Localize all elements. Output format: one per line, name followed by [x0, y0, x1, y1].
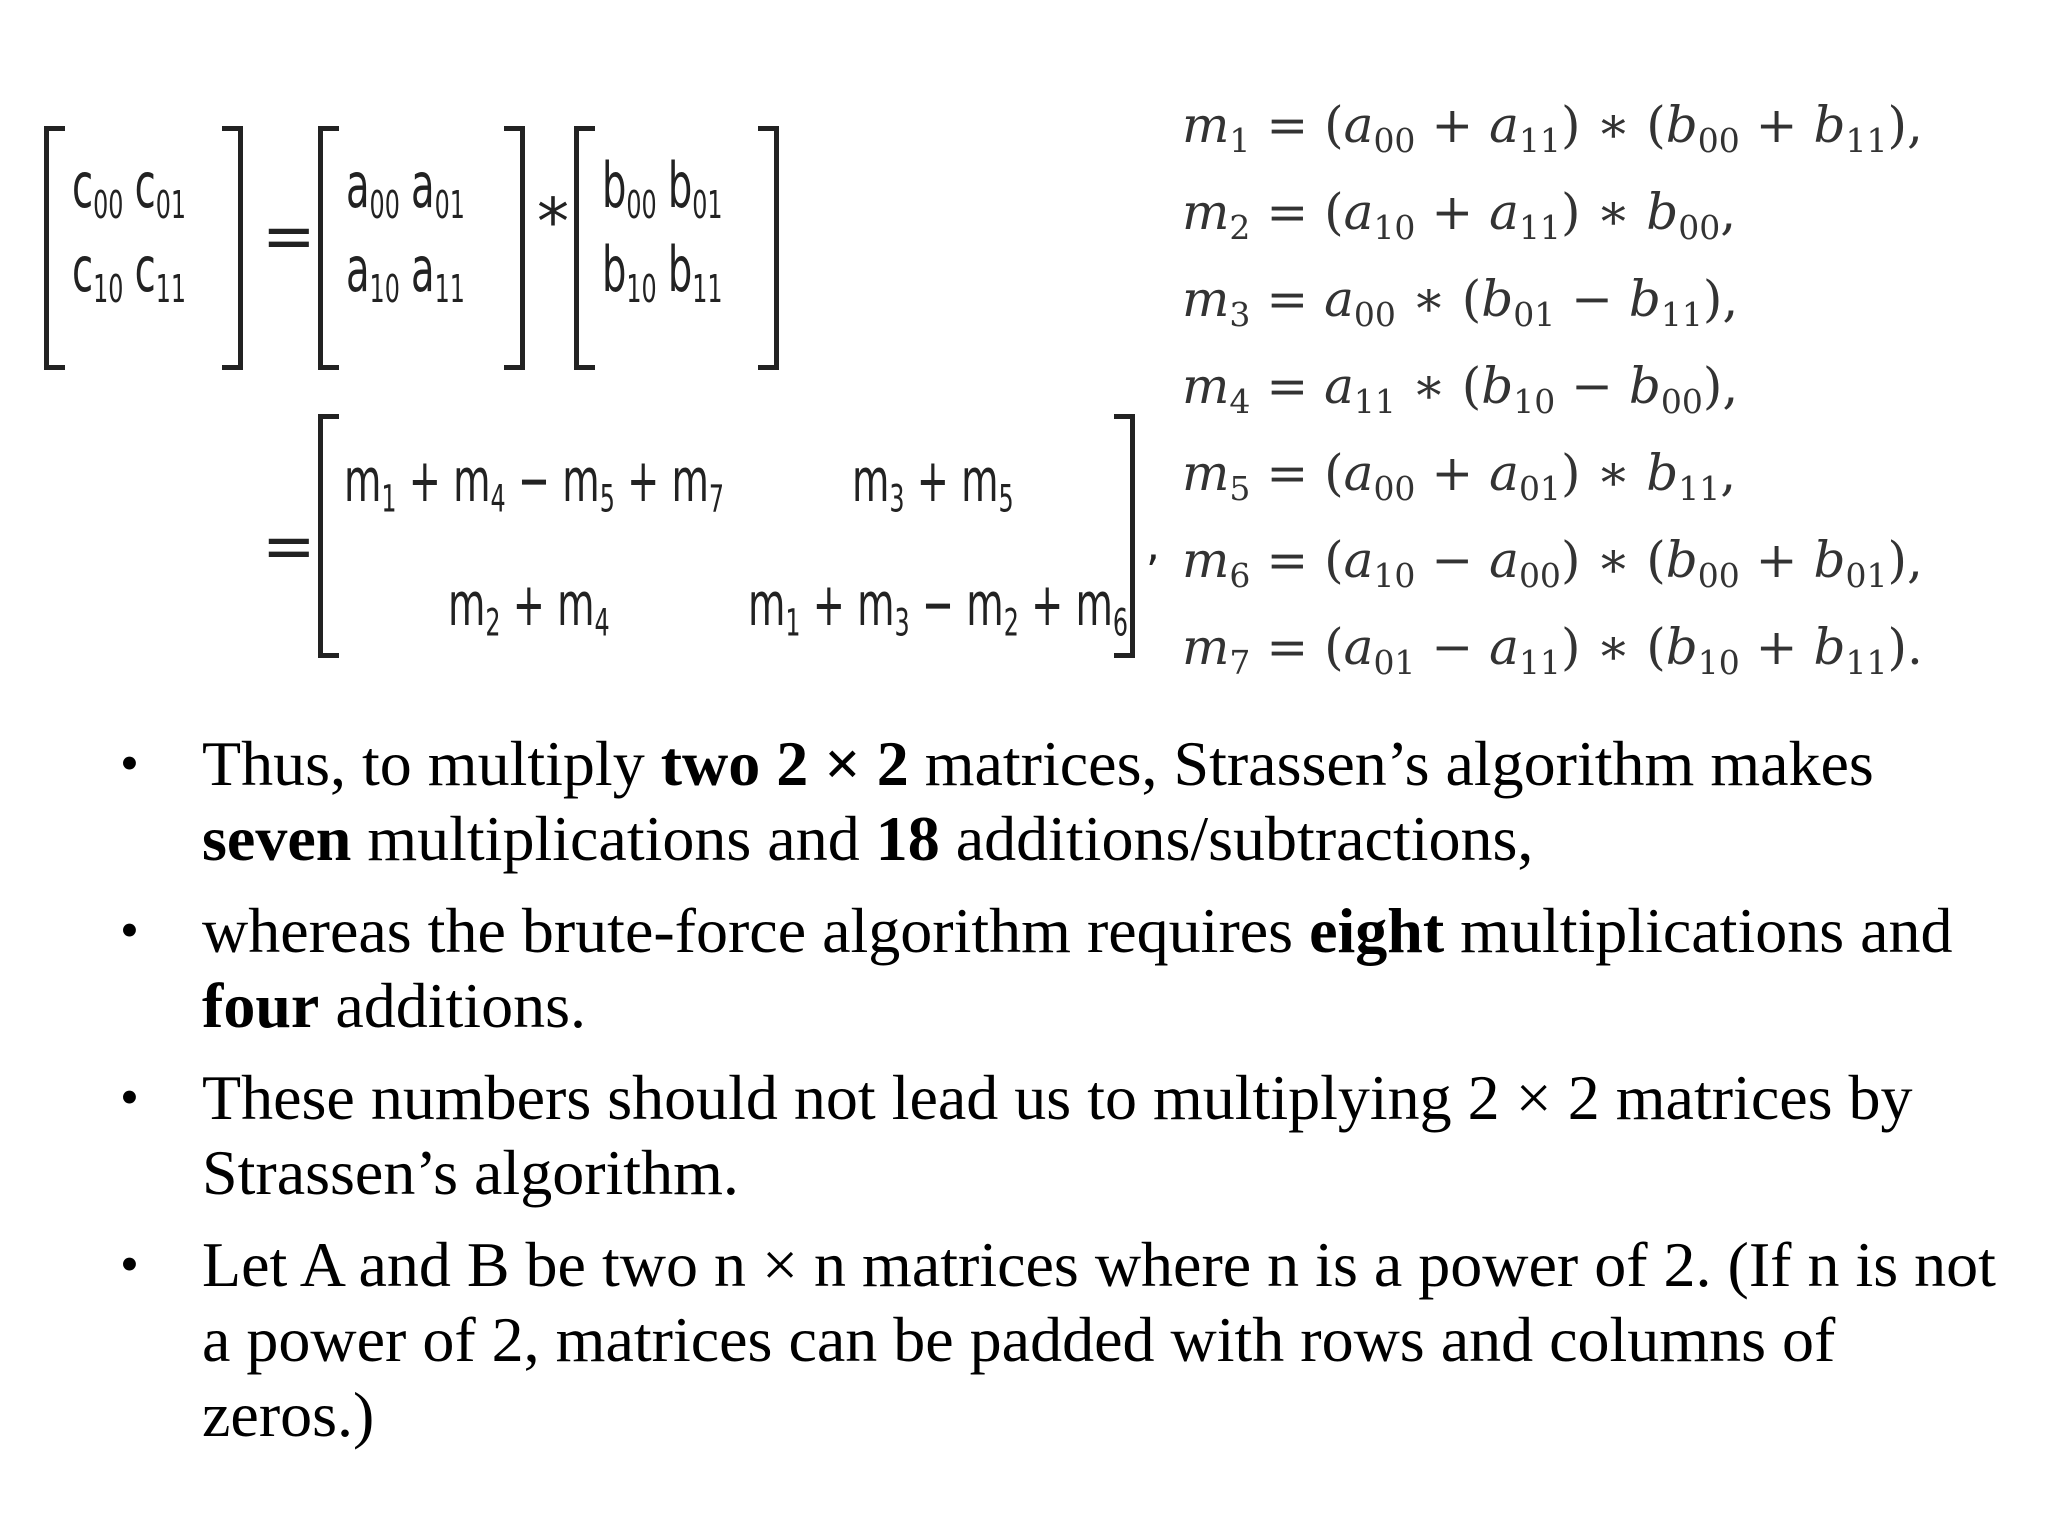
bullet-text: Let A and B be two n × n matrices where n is a power of 2. (If n is not a power of 2, matrices can be padded with rows and columns of zeros.) [202, 1229, 1996, 1450]
definition-m4: $m_4 = a_{11}$ ∗ $(b_{10} - b_{00})$, [1182, 357, 1739, 421]
definition-m7: $m_7 = (a_{01} - a_{11})$ ∗ $(b_{10} + b_{11})$. [1182, 618, 1923, 682]
result-equals-sign: = [262, 510, 316, 584]
result-comma: , [1146, 520, 1160, 571]
a-matrix [346, 150, 465, 312]
c-matrix [72, 150, 186, 312]
b-matrix-left-bracket [574, 126, 595, 370]
bullet-list [120, 726, 2000, 1469]
definition-m5: $m_5 = (a_{00} + a_{01})$ ∗ $b_{11}$, [1182, 444, 1737, 508]
definition-m2: $m_2 = (a_{10} + a_{11})$ ∗ $b_{00}$, [1182, 183, 1737, 247]
c-matrix-right-bracket [222, 126, 243, 370]
definition-m6: $m_6 = (a_{10} - a_{00})$ ∗ $(b_{00} + b_{01})$, [1182, 531, 1923, 595]
result-matrix-right-bracket [1114, 414, 1135, 658]
equals-sign: = [262, 200, 316, 274]
bullet-text: Thus, to multiply [202, 728, 661, 799]
bullet-dot: • [120, 1067, 139, 1127]
bullet-text: multiplications and [1444, 895, 1953, 966]
bullet-text: additions. [319, 970, 586, 1041]
bullet-text: whereas the brute-force algorithm requires [202, 895, 1310, 966]
result-matrix-left-bracket [318, 414, 339, 658]
c-matrix-cell-01: $c_{01}$ [134, 149, 187, 228]
bullet-text: matrices, Strassen’s algorithm makes [908, 728, 1874, 799]
b-matrix-cell-11: $b_{11}$ [667, 232, 723, 312]
bullet-item [120, 726, 2000, 876]
a-matrix-left-bracket [318, 126, 339, 370]
a-matrix-cell-10: $a_{10}$ [346, 232, 400, 312]
b-matrix [602, 150, 723, 312]
bullet-text: additions/subtractions, [939, 803, 1534, 874]
b-matrix-cell-01: $b_{01}$ [667, 149, 723, 228]
bullet-emphasis: 18 [875, 803, 940, 874]
a-matrix-right-bracket [504, 126, 525, 370]
times-sign: * [537, 186, 569, 260]
definition-m1: $m_1 = (a_{00} + a_{11})$ ∗ $(b_{00} + b_{11})$, [1182, 96, 1923, 160]
bullet-emphasis: four [202, 970, 320, 1041]
definition-m3: $m_3 = a_{00}$ ∗ $(b_{01} - b_{11})$, [1182, 270, 1739, 334]
bullet-emphasis: two 2 × 2 [660, 728, 909, 799]
c-matrix-left-bracket [44, 126, 65, 370]
b-matrix-cell-00: $b_{00}$ [602, 149, 657, 228]
b-matrix-cell-10: $b_{10}$ [602, 232, 657, 312]
bullet-item [120, 1227, 2000, 1452]
bullet-emphasis: eight [1309, 895, 1445, 966]
a-matrix-cell-01: $a_{01}$ [411, 149, 465, 228]
c-matrix-cell-10: $c_{10}$ [72, 232, 124, 312]
a-matrix-cell-11: $a_{11}$ [411, 232, 465, 312]
result-cell-r10: $m_2 + m_4$ [448, 570, 610, 645]
strassen-definitions [1182, 82, 2032, 691]
bullet-dot: • [120, 733, 139, 793]
bullet-item [120, 893, 2000, 1043]
bullet-text: These numbers should not lead us to multiplying 2 × 2 matrices by Strassen’s algorithm. [202, 1062, 1913, 1208]
c-matrix-cell-00: $c_{00}$ [72, 149, 124, 228]
a-matrix-cell-00: $a_{00}$ [346, 149, 400, 228]
bullet-text: multiplications and [351, 803, 876, 874]
result-cell-r00: $m_1 + m_4 - m_5 + m_7$ [344, 446, 725, 521]
bullet-dot: • [120, 1234, 139, 1294]
result-cell-r11: $m_1 + m_3 - m_2 + m_6$ [748, 570, 1129, 645]
b-matrix-right-bracket [758, 126, 779, 370]
result-cell-r01: $m_3 + m_5$ [852, 446, 1014, 521]
bullet-item [120, 1060, 2000, 1210]
bullet-emphasis: seven [202, 803, 352, 874]
bullet-dot: • [120, 900, 139, 960]
c-matrix-cell-11: $c_{11}$ [134, 232, 187, 312]
